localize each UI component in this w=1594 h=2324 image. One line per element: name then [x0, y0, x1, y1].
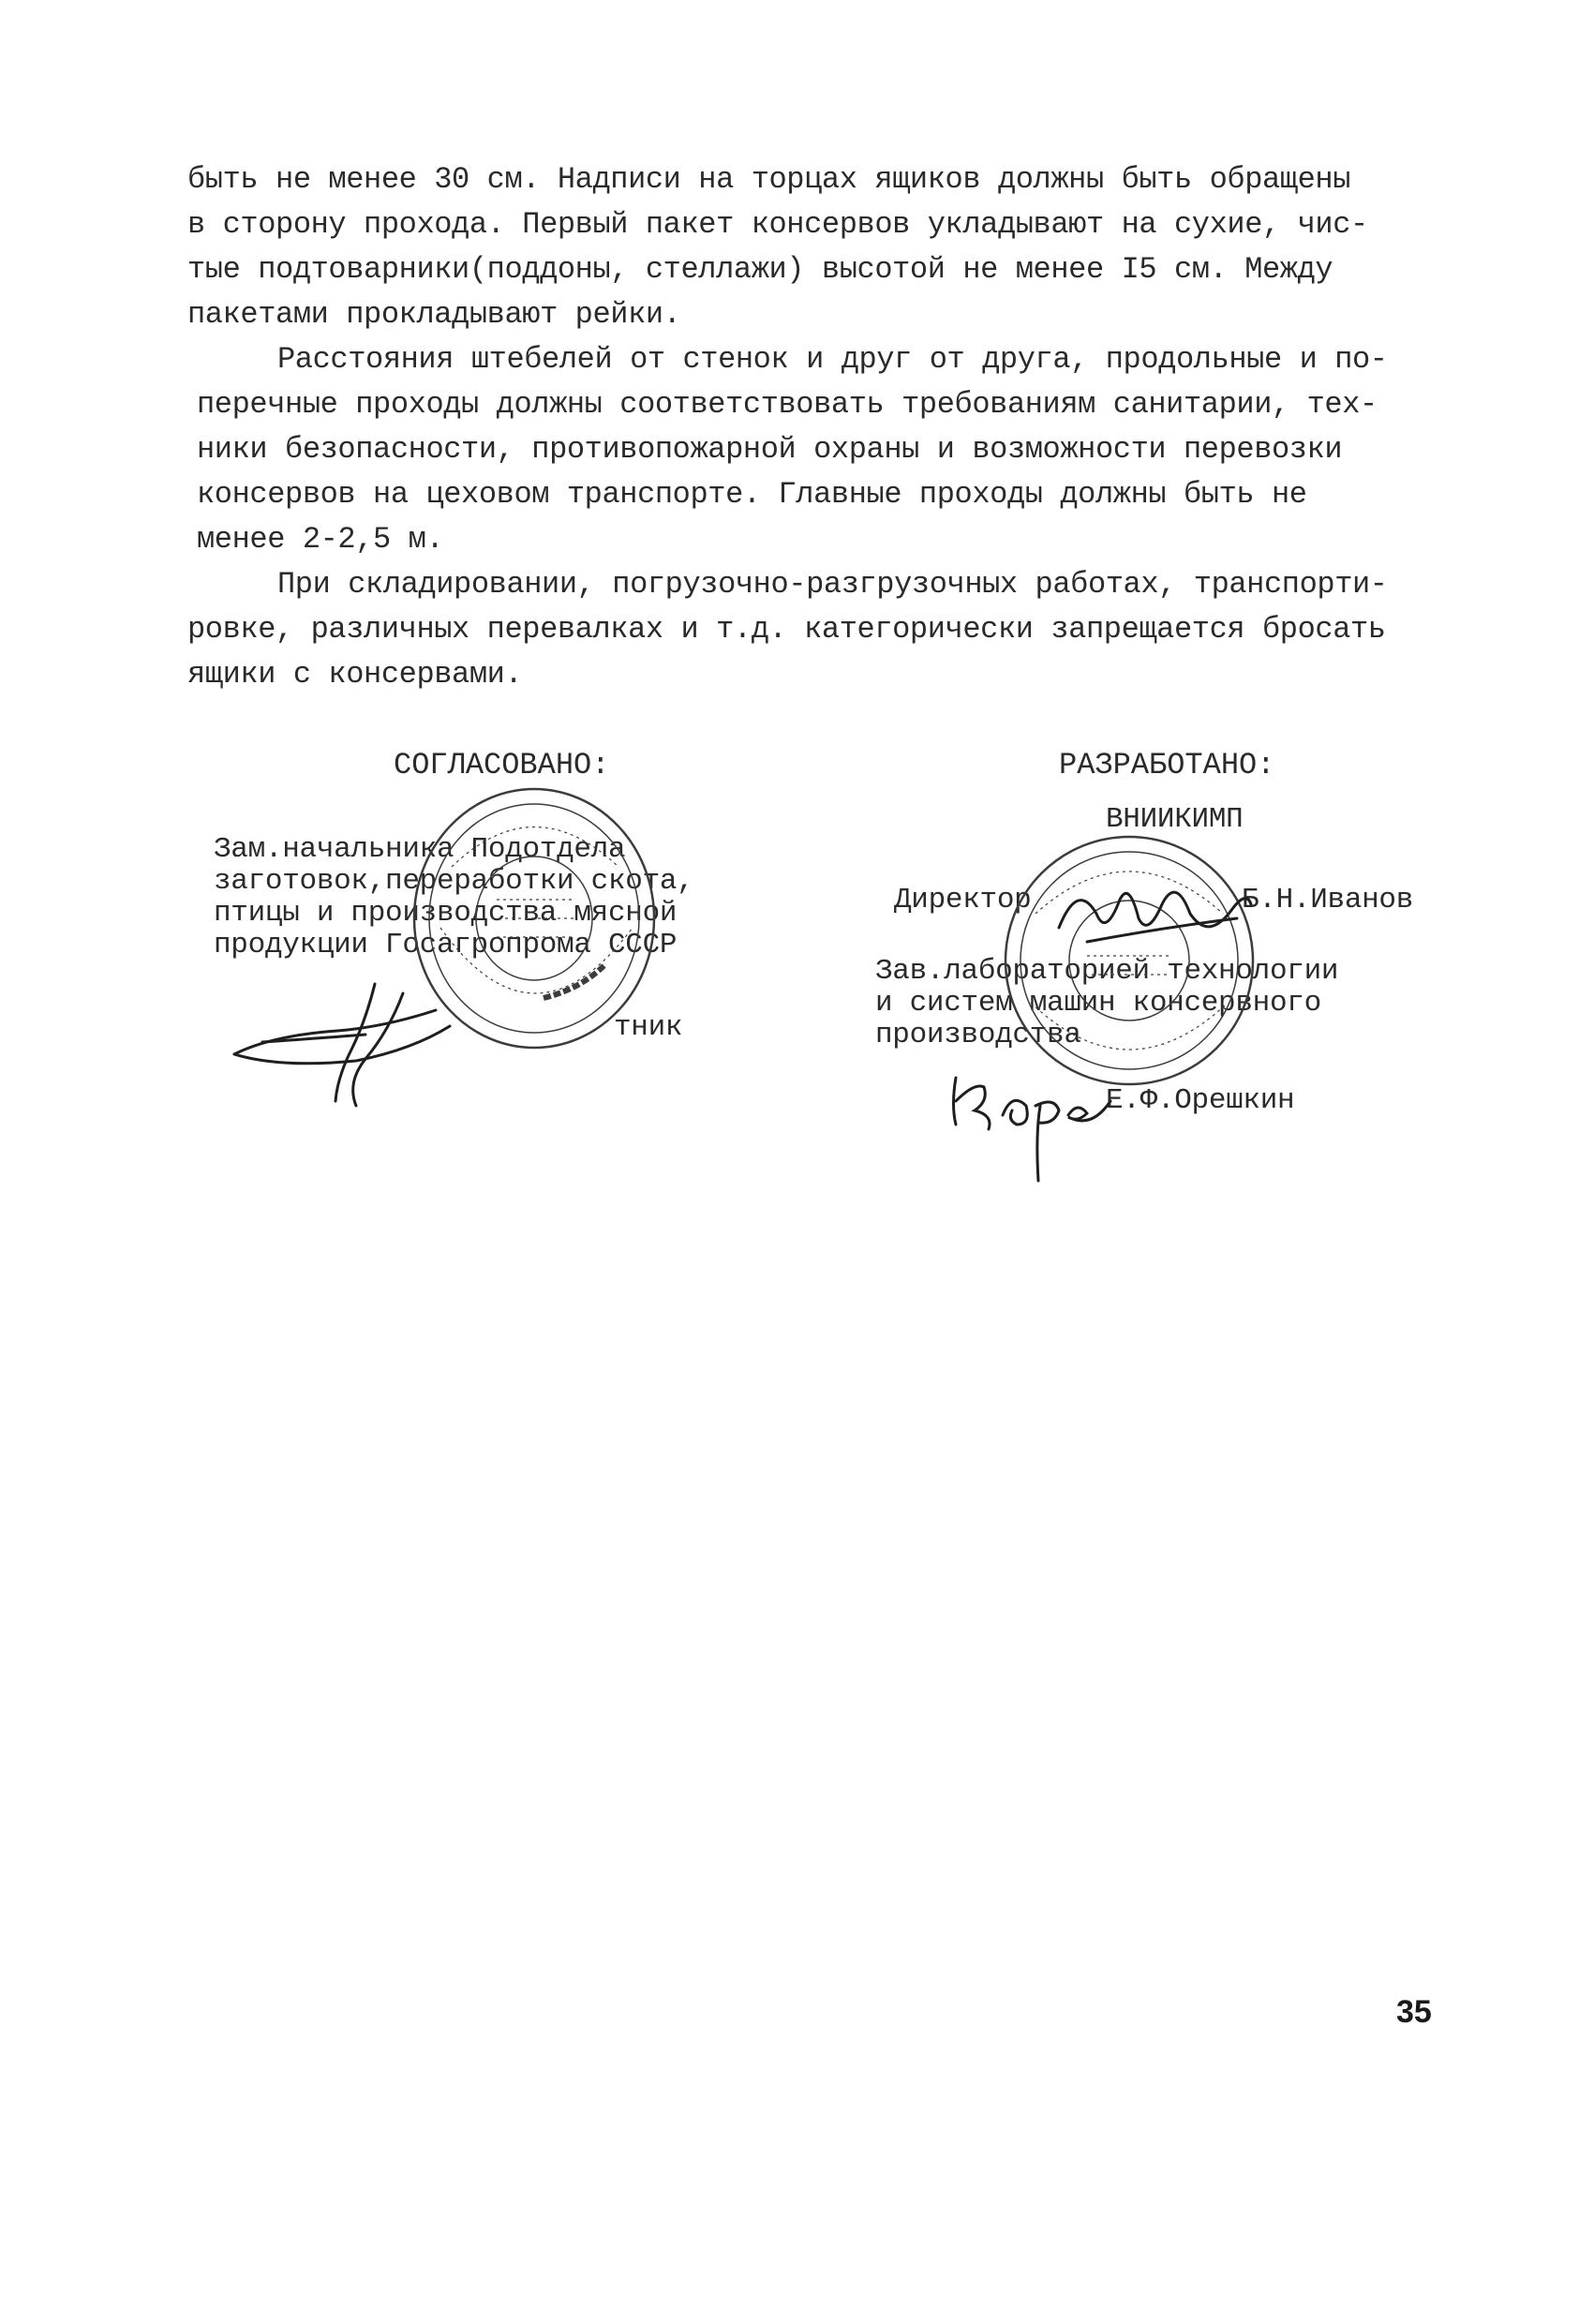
right-approval-heading: РАЗРАБОТАНО: — [1059, 748, 1275, 782]
text-line: ровке, различных перевалках и т.д. категорически запрещается бросать — [187, 612, 1386, 647]
text-line: тые подтоварники(поддоны, стеллажи) высотой не менее I5 см. Между — [187, 252, 1333, 287]
lab-head-name: Е.Ф.Орешкин — [1106, 1084, 1295, 1117]
position-line: птицы и производства мясной — [214, 897, 678, 930]
text-line: перечные проходы должны соответствовать требованиям санитарии, тех- — [197, 387, 1378, 422]
director-title: Директор — [894, 884, 1032, 916]
text-line: При складировании, погрузочно-разгрузочных работах, транспорти- — [277, 567, 1388, 602]
director-name: Б.Н.Иванов — [1242, 884, 1414, 916]
position-line: Зам.начальника Подотдела — [214, 833, 626, 866]
signature-lab-head — [937, 1050, 1125, 1190]
left-approval-name: тник — [614, 1011, 683, 1044]
text-line: ники безопасности, противопожарной охраны и возможности перевозки — [197, 432, 1343, 467]
developer-organization: ВНИИКИМП — [1106, 803, 1244, 836]
signature-director — [1050, 862, 1256, 956]
text-line: менее 2-2,5 м. — [197, 522, 444, 557]
position-line: заготовок,переработки скота, — [214, 865, 694, 898]
text-line: в сторону прохода. Первый пакет консервов укладывают на сухие, чис- — [187, 207, 1368, 242]
text-line: пакетами прокладывают рейки. — [187, 297, 681, 332]
signature-left — [225, 956, 506, 1115]
paragraph-3 — [187, 562, 1415, 697]
position-line: и систем машин консервного — [875, 987, 1321, 1020]
page-number: 35 — [1396, 1994, 1432, 2030]
left-approval-heading: СОГЛАСОВАНО: — [394, 748, 610, 782]
position-line: продукции Госагропрома СССР — [214, 929, 678, 961]
text-line: быть не менее 30 см. Надписи на торцах ящиков должны быть обращены — [187, 162, 1351, 197]
text-line: консервов на цеховом транспорте. Главные проходы должны быть не — [197, 477, 1307, 512]
paragraph-2 — [187, 337, 1415, 562]
text-line: ящики с консервами. — [187, 657, 523, 692]
text-line: Расстояния штебелей от стенок и друг от друга, продольные и по- — [277, 342, 1388, 377]
position-line: производства — [875, 1019, 1081, 1051]
paragraph-1 — [187, 157, 1415, 337]
position-line: Зав.лабораторией технологии — [875, 955, 1339, 988]
